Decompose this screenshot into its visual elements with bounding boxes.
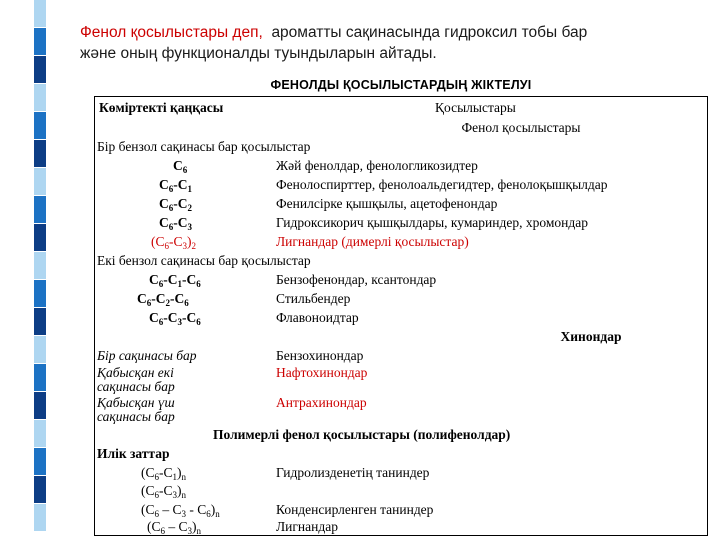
section-quinones: Хинондар (560, 329, 622, 344)
intro-line-1 (80, 22, 710, 43)
compounds: Флавоноидтар (276, 310, 359, 325)
compounds: Гидроксикорич қышқылдары, кумариндер, хромондар (276, 215, 588, 230)
skeleton: $(C_6-C_1)_n$ (141, 465, 186, 482)
col1-header: Көміртекті қаңқасы (99, 100, 224, 115)
compounds: Стильбендер (276, 291, 351, 306)
compounds: Конденсирленген таниндер (276, 502, 434, 517)
sidebar-square (34, 280, 46, 307)
sidebar-square (34, 224, 46, 251)
sidebar-square (34, 476, 46, 503)
skeleton: $C_6-C_3-C_6$ (149, 310, 201, 327)
compounds: Бензохинондар (276, 348, 364, 363)
ring-type: Бір сақинасы бар (97, 348, 197, 363)
group-two-ring: Екі бензол сақинасы бар қосылыстар (97, 253, 311, 268)
compounds: Фенилсірке қышқылы, ацетофенондар (276, 196, 498, 211)
sidebar-square (34, 392, 46, 419)
col2-header: Қосылыстары (435, 100, 516, 115)
sidebar-square (34, 252, 46, 279)
skeleton: $C_6-C_2$ (159, 196, 192, 213)
skeleton: $(C_6 - C_3)_n$ (147, 519, 202, 536)
ring-type: Қабысқан екі (97, 365, 174, 380)
skeleton: $C_6-C_1-C_6$ (149, 272, 201, 289)
sidebar-square (34, 112, 46, 139)
group-one-ring: Бір бензол сақинасы бар қосылыстар (97, 139, 311, 154)
intro-line-2: және оның функционалды туындыларын айтады. (80, 45, 437, 62)
decorative-sidebar (0, 0, 62, 540)
skeleton: $C_6$ (173, 158, 188, 175)
skeleton: $C_6-C_3$ (159, 215, 192, 232)
compounds: Антрахинондар (276, 395, 367, 410)
sidebar-square (34, 28, 46, 55)
tannins-label: Илік заттар (97, 446, 170, 461)
compounds: Бензофенондар, ксантондар (276, 272, 437, 287)
compounds: Лигнандар (276, 519, 338, 534)
sidebar-square (34, 448, 46, 475)
sidebar-square (34, 56, 46, 83)
ring-type: сақинасы бар (97, 409, 175, 424)
table-frame (94, 96, 708, 536)
sidebar-square (34, 140, 46, 167)
sidebar-square (34, 196, 46, 223)
skeleton: $(C_6 - C_3 - C_6)_n$ (141, 502, 220, 519)
compounds: Лигнандар (димерлі қосылыстар) (276, 234, 469, 249)
sidebar-square (34, 336, 46, 363)
sidebar-square (34, 0, 46, 27)
compounds: Жәй фенолдар, фенологликозидтер (276, 158, 478, 173)
intro-definition: ароматты сақинасында гидроксил тобы бар (271, 24, 588, 41)
sidebar-square (34, 504, 46, 531)
compounds: Фенолоспирттер, фенолоальдегидтер, фенолоқышқылдар (276, 177, 608, 192)
sidebar-square (34, 84, 46, 111)
ring-type: сақинасы бар (97, 379, 175, 394)
compounds: Гидролизденетің таниндер (276, 465, 430, 480)
skeleton: $C_6-C_1$ (159, 177, 192, 194)
skeleton: $(C_6-C_3)_2$ (151, 234, 196, 251)
skeleton: $C_6-C_2-C_6$ (137, 291, 189, 308)
intro-text (80, 22, 710, 64)
sidebar-square (34, 364, 46, 391)
section-polymer: Полимерлі фенол қосылыстары (полифенолдар) (213, 427, 511, 442)
section-phenol: Фенол қосылыстары (461, 120, 581, 135)
classification-table (90, 74, 712, 536)
sidebar-square (34, 168, 46, 195)
sidebar-square (34, 308, 46, 335)
table-title: ФЕНОЛДЫ ҚОСЫЛЫСТАРДЫҢ ЖІКТЕЛУІ (270, 78, 532, 92)
ring-type: Қабысқан үш (97, 395, 175, 410)
intro-term: Фенол қосылыстары деп, (80, 24, 263, 41)
sidebar-square (34, 420, 46, 447)
compounds: Нафтохинондар (276, 365, 368, 380)
skeleton: $(C_6-C_3)_n$ (141, 483, 186, 500)
